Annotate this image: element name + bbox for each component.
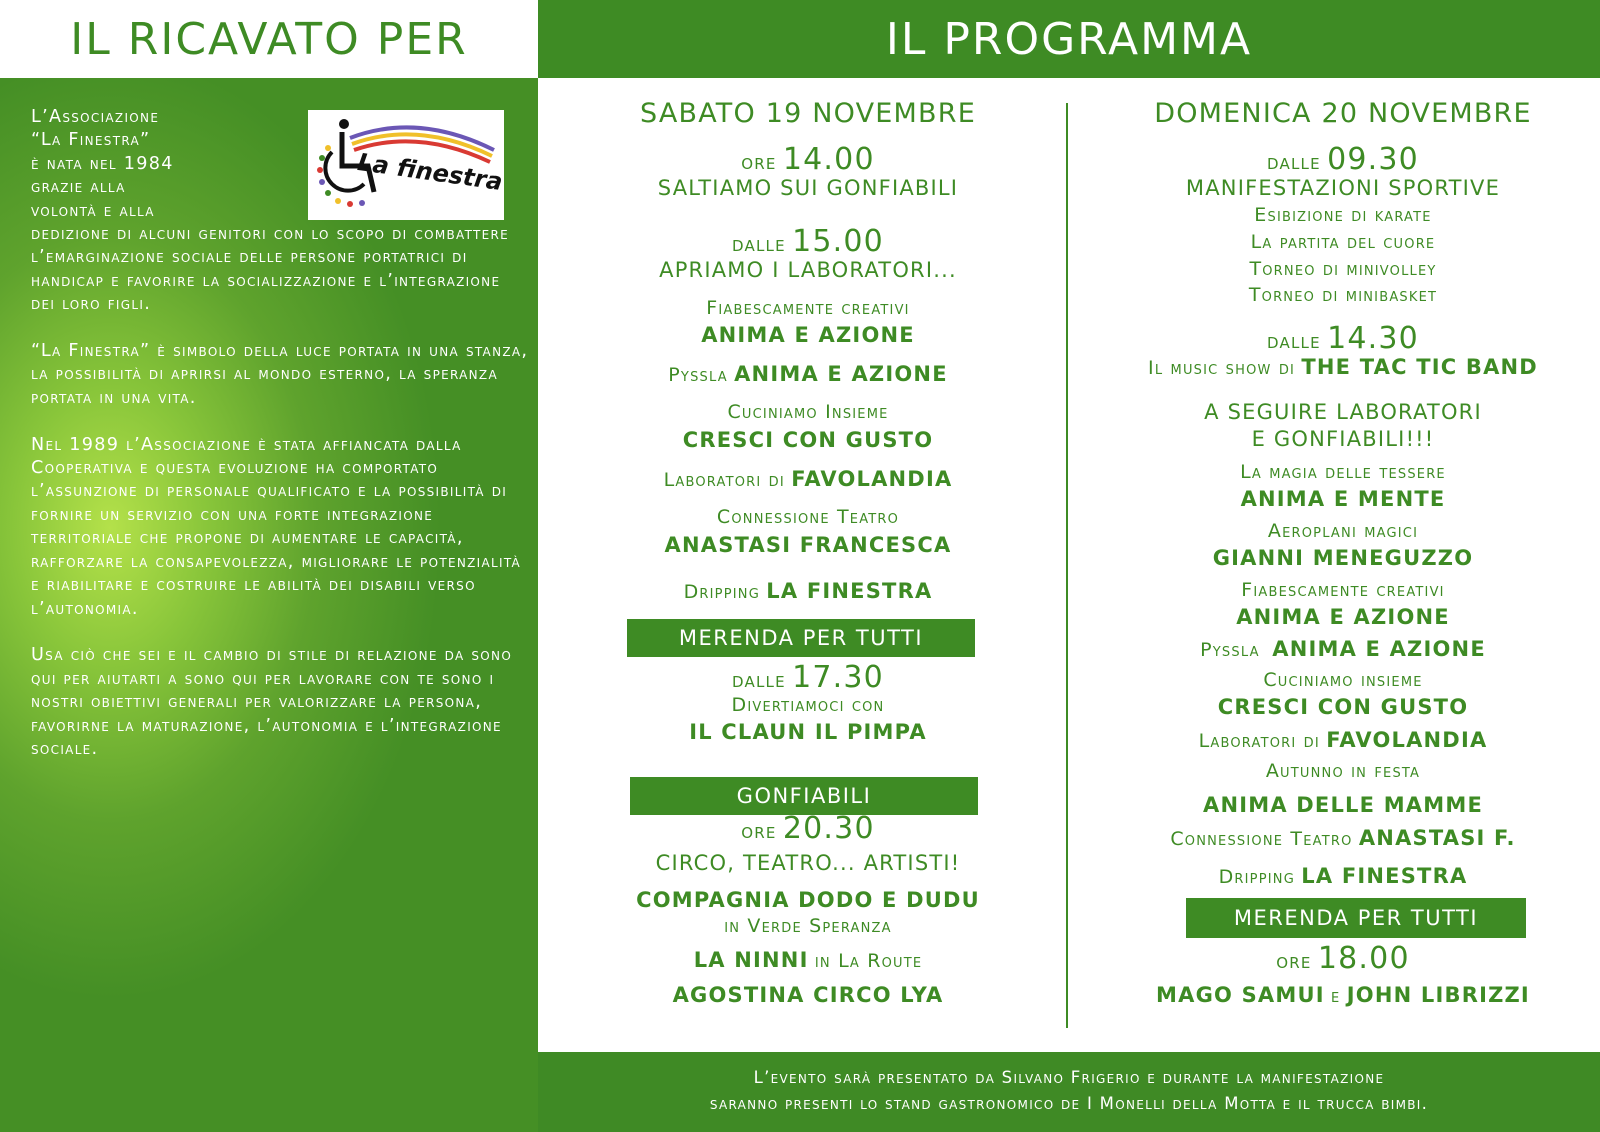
sat-lab-row: Dripping LA FINESTRA	[683, 579, 933, 603]
sun-lab-by: CRESCI CON GUSTO	[1217, 695, 1469, 719]
sat-lab-by: ANIMA E AZIONE	[701, 323, 915, 347]
sun-lab-title: La magia delle tessere	[1240, 461, 1446, 483]
sat-merenda-banner: MERENDA PER TUTTI	[627, 619, 975, 657]
left-title: IL RICAVATO PER	[70, 13, 468, 65]
left-header	[0, 0, 538, 78]
sunday-day-heading: DOMENICA 20 NOVEMBRE	[1154, 98, 1532, 129]
sat-show-by: AGOSTINA CIRCO LYA	[672, 983, 944, 1007]
sat-event-text: APRIAMO I LABORATORI...	[659, 258, 957, 282]
para1-line: L’Associazione	[31, 107, 160, 127]
program-header	[538, 0, 1600, 78]
para1-line: “La Finestra”	[31, 130, 151, 151]
sun-sport-item: Esibizione di karate	[1254, 204, 1432, 226]
svg-text:La finestra: La finestra	[355, 147, 504, 197]
sun-sport-item: Torneo di minivolley	[1249, 258, 1437, 280]
sat-event-text: CIRCO, TEATRO... ARTISTI!	[655, 851, 961, 875]
sun-lab-by: GIANNI MENEGUZZO	[1212, 546, 1474, 570]
sat-time-1730: dalle 17.30	[732, 660, 884, 695]
sun-music-row: Il music show di THE TAC TIC BAND	[1148, 355, 1538, 379]
sun-follow-text: E GONFIABILI!!!	[1251, 427, 1435, 451]
sat-event-text: SALTIAMO SUI GONFIABILI	[657, 176, 959, 200]
sun-merenda-banner: MERENDA PER TUTTI	[1186, 898, 1526, 938]
sun-lab-title: Autunno in festa	[1265, 760, 1421, 782]
sun-follow-text: A SEGUIRE LABORATORI	[1204, 400, 1482, 424]
sat-lab-row: Laboratori di FAVOLANDIA	[663, 467, 953, 491]
association-text	[31, 106, 531, 785]
para4: Usa ciò che sei e il cambio di stile di relazione da sono qui per aiutarti a sono qui per lavorare con te sono i nostri obiettivi generali per valorizzare la persona, favorirne la maturazione, l’autonomia e l’integrazione sociale.	[31, 645, 513, 759]
sat-time-1400: ore 14.00	[741, 142, 875, 177]
para1-line: grazie alla	[31, 177, 126, 198]
sun-final-row: MAGO SAMUI e JOHN LIBRIZZI	[1156, 983, 1530, 1007]
sun-sport-item: Torneo di minibasket	[1248, 284, 1438, 306]
sun-time-1800: ore 18.00	[1276, 941, 1410, 976]
sat-lab-title: Connessione Teatro	[716, 506, 900, 528]
sat-show-title: in Verde Speranza	[724, 915, 892, 937]
para2: “La Finestra” è simbolo della luce portata in una stanza, la possibilità di aprirsi al mondo esterno, la speranza portata in una vita.	[31, 341, 529, 408]
sat-event-text: Divertiamoci con	[731, 694, 885, 716]
sat-time-2030: ore 20.30	[741, 811, 875, 846]
sat-time-1500: dalle 15.00	[732, 224, 884, 259]
para1-line: è nata nel 1984	[31, 153, 174, 174]
para1-line: volontà e alla	[31, 200, 155, 221]
sun-lab-row: Connessione Teatro ANASTASI F.	[1170, 826, 1516, 850]
sat-lab-by: ANASTASI FRANCESCA	[664, 533, 952, 557]
para1-rest: dedizione di alcuni genitori con lo scopo di combattere l’emarginazione sociale delle persone portatrici di handicap e favorire la socializzazione e l’integrazione dei loro figli.	[31, 224, 510, 315]
sun-lab-by: ANIMA E MENTE	[1240, 487, 1446, 511]
sun-lab-by: ANIMA DELLE MAMME	[1203, 793, 1483, 817]
program-title: IL PROGRAMMA	[885, 13, 1253, 65]
sun-lab-row: Laboratori di FAVOLANDIA	[1198, 728, 1488, 752]
sun-lab-row: Dripping LA FINESTRA	[1218, 864, 1468, 888]
saturday-day-heading: SABATO 19 NOVEMBRE	[639, 98, 976, 129]
sat-lab-by: CRESCI CON GUSTO	[682, 428, 934, 452]
para3: Nel 1989 l’Associazione è stata affiancata dalla Cooperativa e questa evoluzione ha comportato l’assunzione di personale qualificato e la possibilità di fornire un servizio con una forte integrazione territoriale che propone di aumentare le capacità, rafforzare la consapevolezza, migliorare le potenzialità e riabilitare e costruire le abilità dei disabili verso l’autonomia.	[31, 434, 522, 619]
sun-lab-title: Fiabescamente creativi	[1241, 579, 1445, 601]
sat-show-by: COMPAGNIA DODO E DUDU	[636, 888, 980, 912]
sat-lab-title: Fiabescamente creativi	[706, 297, 910, 319]
program-panel	[538, 78, 1600, 1052]
sat-event-by: IL CLAUN IL PIMPA	[689, 720, 927, 744]
sat-gonfiabili-banner: GONFIABILI	[630, 777, 978, 815]
sun-lab-title: Aeroplani magici	[1267, 520, 1419, 542]
sun-lab-row: Pyssla ANIMA E AZIONE	[1200, 637, 1486, 661]
column-divider	[1066, 103, 1068, 1028]
sat-lab-title: Cuciniamo Insieme	[727, 401, 889, 423]
footer-line: L’evento sarà presentato da Silvano Frigerio e durante la manifestazione	[753, 1068, 1385, 1087]
sun-sport-item: La partita del cuore	[1250, 231, 1436, 253]
sat-show-row: LA NINNI in La Route	[693, 948, 923, 972]
sun-lab-title: Cuciniamo insieme	[1263, 669, 1423, 691]
association-panel	[0, 78, 538, 1132]
sun-time-1430: dalle 14.30	[1267, 321, 1419, 356]
sun-time-0930: dalle 09.30	[1267, 142, 1419, 177]
sat-lab-row: Pyssla ANIMA E AZIONE	[668, 362, 948, 386]
footer-line: saranno presenti lo stand gastronomico de I Monelli della Motta e il trucca bimbi.	[709, 1094, 1429, 1113]
sun-lab-by: ANIMA E AZIONE	[1236, 605, 1450, 629]
footer-note	[538, 1052, 1600, 1132]
sun-event-text: MANIFESTAZIONI SPORTIVE	[1185, 176, 1501, 200]
